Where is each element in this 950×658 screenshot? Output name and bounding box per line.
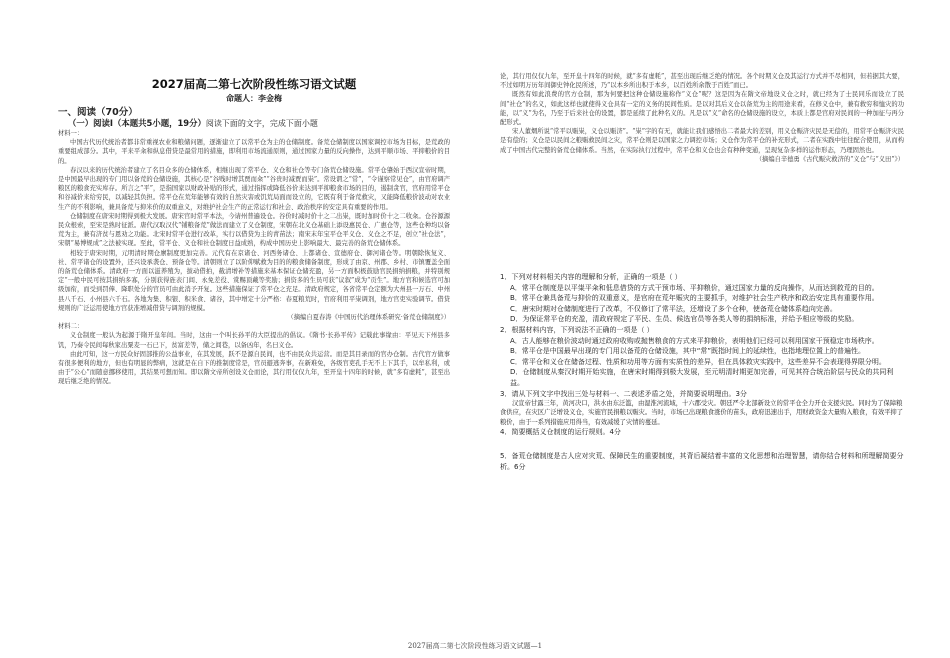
question-3: 3．请从下列文字中找出三处与材料一、二表述矛盾之处，并简要说明理由。3分 bbox=[500, 389, 747, 398]
material-two-label: 材料二： bbox=[58, 323, 84, 331]
paragraph: 相较于唐宋时期，元明清时期仓廪制度更加完善。元代有在京诸仓、河西务诸仓、上都诸仓、宣德府仓、御河诸仓等。明朝除恢复义、社、常平诸仓的设置外，还兴设承袭仓、预备仓等。清朝则立了以阶仰赋救为目的的粮食储备制度，形成了由京、州郡、乡村、市镇覆盖全面的备荒仓储体系。清政府一方面以滋养殖为，拔动借拍，截清增补等措施来基本保证仓储充盈，另一方面积极鼓励官民捐纳捐粮，并特别规定“一般中民可按其捐纳多寡，分别获得旌表门闾、永免差役、赏赐顶戴等奖励；捐资多的生员可获“议叙”成为“贡生”。地方官和候选官可加级加衔，而受到罚俸、降职处分的官员可由此消予开复。这些措施保证了常平仓之充足。清政府规定，各省常平仓定额为大州县一万石、中州县八千石、小州县六千石。各地为集、积银、积米食、诸谷，其中增定十分严格：春夏粮荒时，官府利用平粜调剂，地方官吏实验调节。借贷规则的广泛运用使地方官获准增减借贷与调剂的规模。 bbox=[58, 249, 450, 312]
page-footer: 2027届高二第七次阶段性练习语文试题—1 bbox=[407, 642, 543, 650]
paragraph: 春汉以来的历代统治者建立了名目众多的仓储体系，相继出现了常平仓、义仓和社仓等专门备荒仓储设施。常平仓肇始于西汉宣帝时期，是中国最早出现的专门用以备荒的仓储设施，其核心是“谷贱时增其贾而籴”“谷贵时减贾而粜”。常设谓之“常”，“令谨察常见仓”，由官府调产粮区的粮食充实库存。所言之“平”，是指国家以财政补贴的形式，通过指挥或降低谷价来达到平抑粮食市场的目的，遏制贪官，官府用常平仓和谷减价来给穷民，以减轻其负担。常平仓在荒年能够有效的自然灾害或饥荒局面而设立的，它既有利于备荒救灾，又能降低粮价波动对农业生产的不利影响，兼具备荒与抑米价的双重意义，对维护社会生产的正常运行和社会、政治秩序的安定具有重要的作用。 bbox=[58, 166, 450, 211]
question-2: 2．根据材料内容，下列说法不正确的一项是（ ） bbox=[500, 325, 654, 334]
source-citation: （摘编自辛德勇《古代赈灾救济的“义仓”与“义田”》） bbox=[755, 155, 904, 163]
source-citation: （摘编自夏春涛《中国历代治理体系研究·备荒仓储制度》） bbox=[287, 314, 450, 322]
paragraph: 仓储制度在唐宋时期得到极大发展。唐宋官时常平本法，今请州普遍设仓。谷价时减时价十之二出粜，既时加时价十之二收籴。仓谷源源民众根索，至宋是熟时征派。唐代汉取汉代“铺粮备荒”做法而建立了义仓制度，宋朝在北义仓基础上添设惠民仓、广惠仓等，这些仓种均以备荒为主，兼有济贫与恩劝之功能。北宋时常平仓进行改革，实行以借贷为主的青苗法；南宋末年宝平仓平义仓、义仓之不足，创立“社仓法”，宋朝“易博规成”之法被实现。至此，常平仓、义仓和社仓制度日益成熟，构成中国历史上影响最大、最完善的备荒仓储体系。 bbox=[58, 212, 450, 248]
question-2-option-c: C．常平仓和义仓在储备过程、性质和功用等方面有实质性的差异，但在具体救灾实践中，这些差异不会表现得界限分明。 bbox=[510, 357, 886, 366]
section-heading: 一、阅读（70分） bbox=[58, 107, 138, 118]
paragraph: 论，其行用仅仅九年，至开皇十四年的时候，就“多有虚耗”，甚至出现后继乏绝的情况。各个时期义仓及其运行方式并不尽相同，但若据其大要，不过如明万历年间御史钟化民所述，乃“以本乡所出积于本乡，以百姓所余散于百姓”而已。 bbox=[500, 73, 904, 90]
question-1: 1．下列对材料相关内容的理解和分析，正确的一项是（ ） bbox=[500, 273, 682, 281]
question-1-option-d: D．为保证常平仓的充盈，清政府规定了平民、生员、候选官员等各类人等的捐纳标准，并给予相应等级的奖励。 bbox=[510, 315, 859, 324]
question-1-option-a: A．常平仓制度是以平粜平籴和低息借贷的方式干预市场、平抑粮价，通过国家力量的反向操作，从而达到救荒的目的。 bbox=[510, 283, 879, 292]
question-2-option-a: A．古人能够在粮价波动时通过政府收购或抛售粮食的方式来平抑粮价，表明他们已经可以利用国家干预稳定市场秩序。 bbox=[510, 336, 879, 345]
paragraph: 中国古代历代统治者都非常重视农业和粮储问题，逐渐建立了以常平仓为主的仓储制度。备荒仓储制度以国家调控市场为目标，是荒政的重要组成部分。其中，平来平籴和纵息借贷是最常用的措施，即利用市场流通原则，通过国家力量的反向操作，达到平顺市场、平抑粮价的目的。 bbox=[58, 139, 450, 165]
left-column-text bbox=[58, 129, 450, 639]
subsection-heading bbox=[68, 117, 448, 129]
questions-block bbox=[500, 272, 904, 637]
exam-author: 命题人：李金梅 bbox=[226, 94, 282, 103]
question-5: 5．备荒仓储制度是古人应对灾荒、保障民生的重要制度，其背后凝结着丰富的文化思想和治理智慧，请你结合材料和所理解简要分析。6分 bbox=[500, 452, 904, 471]
question-1-option-c: C．唐宋时期对仓储制度进行了改革，不仅修订了常平法，还增设了多个仓种，使备荒仓储体系趋向完善。 bbox=[510, 304, 837, 313]
question-3-passage: 汉宣帝甘露三年，黄河决口，洪水由东泛滥，由湿淮河流域，十六郡受灾。朝廷严令北部新设立的常平仓全力开仓支援灾民。同时为了保障粮食供应，在灾区广泛增设义仓，实施官民捐粮以赈灾。当时，市场已出现粮食涨价的苗头，政府迅速出手，用财政资金大量购入粮食，有效平抑了粮价，由于一系列措施应用得当，有效减缓了灾情的蔓延。 bbox=[500, 400, 903, 426]
question-2-option-d: D．仓储制度从秦汉时期开始实施，在唐宋时期得到极大发展，至元明清时期更加完善，可见其符合统治阶层与民众的共同利益。 bbox=[510, 368, 894, 387]
paragraph: 宋人董煟所说“常平以赈粜，义仓以赈济”。“粜”字的有无，就能让我们感悟出二者最大的差别，用义仓赈济灾民是无偿的，用常平仓赈济灾民是有偿的；义仓是以民间之粮赈救民间之灾，常平仓则是以国家之力调控市场；义仓作为常平仓的补充形式，二者在实践中往往配合使用，从而构成了中国古代完整的备荒仓储体系。当然，在实际执行过程中，常平仓和义仓也会有种种变通，呈现复杂多样的运作形态，乃理固然也。 bbox=[500, 128, 904, 154]
subsection-bold: （一）阅读Ⅰ（本题共5小题，19分） bbox=[68, 118, 206, 128]
question-2-option-b: B．常平仓是中国最早出现的专门用以备荒的仓储设施，其中“常”既指时间上的延续性，也指地理位置上的普遍性。 bbox=[510, 347, 866, 356]
question-4: 4．简要概括义仓制度的运行规则。4分 bbox=[500, 427, 621, 436]
paragraph: 义仓制度一般认为起源于隋开皇年间。当时，这由一个叫长孙平的大臣提出的倡议。《隋书·长孙平传》记载此事缘由：平见天下州县多饥，乃奏令民间每秋家出粟麦一石已下，贫富差等，储之闾巷，以备凶年，名曰义仓。 bbox=[58, 332, 450, 349]
page-title: 2027届高二第七次阶段性练习语文试题 bbox=[151, 77, 357, 91]
paragraph: 既然有如此浪费的官方仓制，那为何要把这种仓储设施称作“义仓”呢？这是因为在隋文帝地设义仓之时，就已经为了士民同乐而设立了民间“社仓”的名义，如此这样也就使得义仓具有一定的义务的民间性质。是以对其后义仓以备荒为主的用途来看，在修义仓中，兼有救穷和恤灾的功能，以“义”为名，乃至于后来社仓的设置，都是延续了此种名义的。凡是以“义”命名的仓储设施的设立，本质上都是官府对民间的一种加征与再分配形式。 bbox=[500, 91, 904, 127]
right-column-text bbox=[500, 72, 904, 264]
subsection-instruction: 阅读下面的文字，完成下面小题 bbox=[205, 119, 318, 128]
material-one-label: 材料一： bbox=[58, 130, 84, 137]
question-1-option-b: B．常平仓兼具备荒与抑价的双重意义，是官府在荒年赈灾的主要抓手，对维护社会生产秩序和政治安定具有重要作用。 bbox=[510, 294, 879, 303]
paragraph: 由此可知，这一方民众好固部推的公益事业，在其发展，跃不是源自民间，也不由民众共运营。而是其目录而的官办仓制。古代官方做事有很多便利的地方，但也有明显的弊病，这就是在自下的推制度常是，官员避逃奔事，在新难免，各级官吏孔手无不上下其手，以牟私利，或由于“公心”而随意挪移使用，其结果可想而知。即以隋文帝所创设义仓而论，其行用仅仅九年，至开皇十四年的时候，就“多有虚耗”，甚至出现后继乏绝的情况。 bbox=[58, 350, 450, 386]
